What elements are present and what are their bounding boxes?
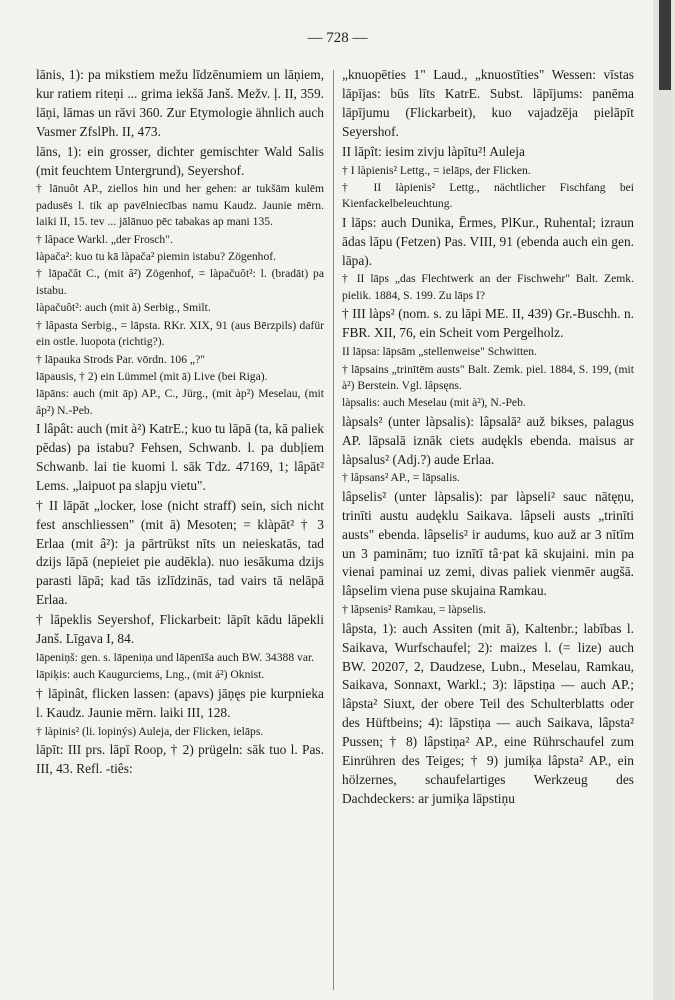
dictionary-entry: I lāps: auch Dunika, Ērmes, PlKur., Ruhental; izraun ādas lāpu (Fetzen) Pas. VIII, 91 (ebenda auch ein gen. lāpa).: [342, 214, 634, 268]
dictionary-entry: lāpāns: auch (mit āp) AP., C., Jürg., (mit àp²) Meselau, (mit âp²) N.-Peb.: [36, 387, 324, 417]
dictionary-entry: † lāpauka Strods Par. vōrdn. 106 „?": [36, 352, 205, 366]
dictionary-entry: † làpinis² (li. lopinýs) Auleja, der Flicken, ielāps.: [36, 724, 264, 738]
page-number: — 728 —: [307, 30, 368, 46]
right-column: [342, 66, 634, 810]
dictionary-entry: làpsals² (unter làpsalis): lâpsalā² auž bikses, palagus AP. lāpsalā iznāk ciets audękls ebenda. maisus ar làpsalus² (Adj.?) aude Erlaa.: [342, 413, 634, 467]
dictionary-entry: làpsalis: auch Meselau (mit à²), N.-Peb.: [342, 396, 526, 410]
dictionary-entry: † II lāps „das Flechtwerk an der Fischwehr" Balt. Zemk. pielik. 1884, S. 199. Zu lāps I?: [342, 272, 634, 302]
left-column: [36, 66, 324, 780]
dictionary-entry: lāpausis, † 2) ein Lümmel (mit ā) Live (bei Riga).: [36, 369, 268, 383]
dictionary-entry: làpača²: kuo tu kā làpača² piemin istabu? Zögenhof.: [36, 250, 277, 264]
dictionary-entry: làpačuôt²: auch (mit à) Serbig., Smilt.: [36, 301, 211, 315]
dictionary-entry: II lāpît: iesim zivju làpītu²! Auleja: [342, 143, 525, 159]
dictionary-entry: † II lāpāt „locker, lose (nicht straff) sein, sich nicht fest anschliessen" (mit ā) Mesoten; = klàpāt² † 3 Erlaa (mit â²): ja pārtrūkst nīts un neieskatās, tad dzijs lāpā (nepieiet pie audēkla). nuo iesākuma dzijs parasti lāpā; kad tās izlīdzinās, tad vairs tā nelāpā Erlaa.: [36, 497, 324, 608]
dictionary-entry: † lâpace Warkl. „der Frosch".: [36, 232, 173, 246]
page-edge-strip: [653, 0, 675, 1000]
dictionary-entry: † lâpasta Serbig., = lāpsta. RKr. XIX, 91 (aus Bērzpils) dafür ein ostle. luopota (richtig?).: [36, 318, 324, 349]
column-divider: [333, 70, 334, 990]
dictionary-entry: II lāpsa: lāpsām „stellenweise" Schwitten.: [342, 345, 538, 359]
dictionary-entry: † lāpeklis Seyershof, Flickarbeit: lāpīt kādu lāpekli Janš. Līgava I, 84.: [36, 612, 324, 647]
dictionary-entry: lâpsta, 1): auch Assiten (mit ā), Kaltenbr.; labības l. Saikava, Wurfschaufel; 2): maizes l. (= lize) auch BW. 20207, 2, Daudzese, Lubn., Meselau, Ramkau, Saikava, Sonnaxt, Warkl.; 3): lāpstiņa — auch AP.; lâpsta² Siuxt, der obere Teil des Schulterblatts oder des Hüftbeins; 4): lāpstiņa — auch Saikava, lâpsta² Pussen; † 8) lâpstiņa² AP., eine Rührschaufel zum Einrühren des Teiges; † 9) jumiķa lâpsta² AP., ein hölzernes, schaufelartiges Werkzeug des Dachdeckers: ar jumiķa lāpstiņu: [342, 620, 634, 806]
dictionary-entry: lāpīt: III prs. lāpī Roop, † 2) prügeln: sāk tuo l. Pas. III, 43. Refl. -tiês:: [36, 742, 324, 776]
dictionary-entry: † lâpsans² AP., = lāpsalis.: [342, 471, 460, 485]
dictionary-entry: † I làpienis² Lettg., = ielāps, der Flicken.: [342, 163, 531, 177]
dictionary-entry: „knuopēties 1" Laud., „knuostīties" Wessen: vīstas lāpījas: būs līts KatrE. Subst. lāpījums: panēma lāpījumu (Flickarbeit), kuo vajadzēja pielāpīt Seyershof.: [342, 67, 634, 139]
dictionary-entry: † lāpinât, flicken lassen: (apavs) jāņęs pie kurpnieka l. Kaudz. Jaunie mērn. laiki III, 128.: [36, 685, 324, 720]
dictionary-entry: lāpiķis: auch Kaugurciems, Lng., (mit á²) Oknist.: [36, 668, 265, 682]
dictionary-entry: † lāpsains „trinītēm austs" Balt. Zemk. piel. 1884, S. 199, (mit à²) Berstein. Vgl. lâpsęns.: [342, 362, 634, 392]
dictionary-entry: I lâpât: auch (mit à²) KatrE.; kuo tu lāpā (ta, kā paliek pēdas) pa istabu? Fehsen, Schwanb. l. pa dubļiem Schwanb. lai tie kuomi l. sāk Tdz. 47169, 1; lâpāt² Lems. „laipuot pa slapju vietu".: [36, 421, 324, 493]
dictionary-entry: lāpeniņš: gen. s. lāpeniņa und lāpenīša auch BW. 34388 var.: [36, 651, 315, 664]
dictionary-entry: † lâpsenis² Ramkau, = làpselis.: [342, 603, 486, 617]
dictionary-entry: † III làps² (nom. s. zu lāpi ME. II, 439) Gr.-Buschh. n. FBR. XII, 76, ein Scheit vom Pergelholz.: [342, 306, 634, 341]
dictionary-entry: lāns, 1): ein grosser, dichter gemischter Wald Salis (mit feuchtem Untergrund), Seyershof.: [36, 143, 324, 178]
dictionary-entry: † lānuôt AP., ziellos hin und her gehen: ar tukšām kulēm padusēs l. tik ap pavēlniecības namu Kaudz. Jaunie mērn. laiki II, 15. tev ... jālānuo pēc tabakas ap mani 135.: [36, 182, 324, 229]
dictionary-entry: † lāpačât C., (mit â²) Zögenhof, = làpačuôt²: l. (bradāt) pa istabu.: [36, 267, 324, 297]
dictionary-entry: lānis, 1): pa mikstiem mežu līdzēnumiem un lāņiem, kur ratiem riteņi ... grima iekšā Janš. Mežv. ļ. II, 359. lāņi, lāmas un rāvi 360. Zur Etymologie ähnlich auch Vasmer ZfslPh. II, 473.: [36, 67, 324, 139]
dictionary-entry: † II làpienis² Lettg., nächtlicher Fischfang bei Kienfackelbeleuchtung.: [342, 180, 634, 211]
dictionary-entry: lâpselis² (unter làpsalis): par làpseli² sauc nātęņu, trinīti austu audęklu Saikava. lâpseli austs „trinīti austs" ebenda. lâpselis² ir audums, kuo auž ar 3 nītīm un 3 paminām; tuo iznītī tâ·pat kā skujaini. min pa vienai paminai uz zemi, divas paliek vienmēr augšā. lâpselim viena puse skujaina Ramkau.: [342, 488, 634, 599]
